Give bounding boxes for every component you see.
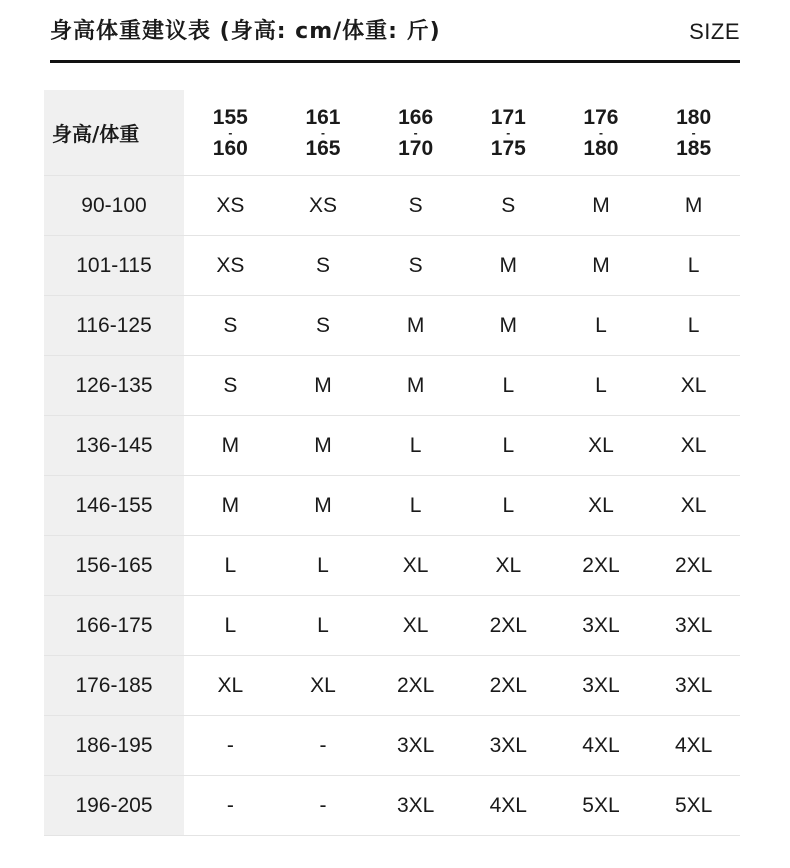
size-cell: L [462, 356, 555, 416]
table-row [44, 236, 740, 296]
table-row [44, 776, 740, 836]
table-row [44, 596, 740, 656]
height-range-max: 165 [305, 136, 341, 160]
height-range-max: 170 [398, 136, 434, 160]
size-cell: - [277, 716, 370, 776]
size-cell: L [555, 356, 648, 416]
size-cell: - [184, 776, 277, 836]
table-row [44, 416, 740, 476]
size-cell: 4XL [555, 716, 648, 776]
size-cell: - [184, 716, 277, 776]
height-column-header [647, 90, 740, 176]
height-range-separator: - [691, 125, 696, 140]
size-table-body [44, 176, 740, 836]
size-cell: 4XL [647, 716, 740, 776]
weight-range-cell: 116-125 [44, 296, 184, 356]
size-cell: 3XL [647, 656, 740, 716]
size-cell: XL [555, 476, 648, 536]
weight-range-cell: 90-100 [44, 176, 184, 236]
table-row [44, 536, 740, 596]
size-cell: L [462, 476, 555, 536]
weight-range-cell: 156-165 [44, 536, 184, 596]
height-range-separator: - [320, 125, 325, 140]
height-range-separator: - [506, 125, 511, 140]
size-cell: L [184, 536, 277, 596]
height-range-min: 180 [676, 105, 712, 129]
size-cell: S [369, 236, 462, 296]
weight-range-cell: 186-195 [44, 716, 184, 776]
size-cell: L [647, 236, 740, 296]
height-range-min: 166 [398, 105, 434, 129]
size-cell: XL [555, 416, 648, 476]
size-cell: XL [647, 476, 740, 536]
height-range-max: 175 [490, 136, 526, 160]
size-cell: M [462, 296, 555, 356]
size-cell: 3XL [369, 776, 462, 836]
size-cell: 2XL [462, 656, 555, 716]
size-cell: M [277, 416, 370, 476]
height-range-separator: - [228, 125, 233, 140]
size-cell: XL [277, 656, 370, 716]
weight-range-cell: 166-175 [44, 596, 184, 656]
size-cell: XL [647, 356, 740, 416]
height-column-header [369, 90, 462, 176]
height-range-min: 155 [212, 105, 248, 129]
size-cell: XS [184, 236, 277, 296]
size-cell: 5XL [555, 776, 648, 836]
size-cell: L [647, 296, 740, 356]
size-cell: 3XL [369, 716, 462, 776]
size-cell: XL [647, 416, 740, 476]
height-column-header [462, 90, 555, 176]
size-cell: L [369, 476, 462, 536]
size-cell: XS [277, 176, 370, 236]
size-cell: 3XL [555, 596, 648, 656]
height-column-header [555, 90, 648, 176]
page-title: 身高体重建议表 (身高: cm/体重: 斤) [50, 19, 441, 44]
chart-header [50, 14, 740, 50]
weight-range-cell: 101-115 [44, 236, 184, 296]
size-cell: XL [369, 596, 462, 656]
size-cell: 4XL [462, 776, 555, 836]
size-cell: S [369, 176, 462, 236]
height-range-min: 171 [490, 105, 526, 129]
size-cell: L [369, 416, 462, 476]
size-cell: 2XL [647, 536, 740, 596]
size-cell: 2XL [369, 656, 462, 716]
size-cell: M [555, 236, 648, 296]
size-cell: S [184, 356, 277, 416]
table-row [44, 176, 740, 236]
size-cell: 2XL [555, 536, 648, 596]
size-cell: 3XL [462, 716, 555, 776]
table-row [44, 296, 740, 356]
size-cell: M [184, 416, 277, 476]
height-range-min: 176 [583, 105, 619, 129]
size-cell: M [277, 476, 370, 536]
size-cell: - [277, 776, 370, 836]
size-cell: M [369, 296, 462, 356]
size-cell: L [277, 536, 370, 596]
height-range-max: 160 [212, 136, 248, 160]
table-row [44, 476, 740, 536]
size-cell: S [277, 236, 370, 296]
table-row [44, 716, 740, 776]
weight-range-cell: 126-135 [44, 356, 184, 416]
size-cell: M [555, 176, 648, 236]
size-cell: M [277, 356, 370, 416]
size-table [44, 90, 740, 836]
height-range-min: 161 [305, 105, 341, 129]
height-column-header [277, 90, 370, 176]
size-cell: 3XL [555, 656, 648, 716]
weight-range-cell: 176-185 [44, 656, 184, 716]
size-cell: M [647, 176, 740, 236]
size-cell: L [462, 416, 555, 476]
size-cell: S [462, 176, 555, 236]
weight-range-cell: 196-205 [44, 776, 184, 836]
height-range-separator: - [598, 125, 603, 140]
size-cell: M [184, 476, 277, 536]
corner-label: 身高/体重 [44, 90, 184, 176]
weight-range-cell: 146-155 [44, 476, 184, 536]
size-cell: XL [462, 536, 555, 596]
size-cell: XL [369, 536, 462, 596]
size-cell: M [462, 236, 555, 296]
size-cell: L [277, 596, 370, 656]
size-cell: S [184, 296, 277, 356]
header-divider [50, 60, 740, 63]
table-row [44, 656, 740, 716]
size-cell: 3XL [647, 596, 740, 656]
table-row [44, 356, 740, 416]
size-cell: XL [184, 656, 277, 716]
height-header-row [44, 90, 740, 176]
height-range-max: 180 [583, 136, 619, 160]
height-range-max: 185 [676, 136, 712, 160]
size-cell: L [555, 296, 648, 356]
size-tag: SIZE [689, 19, 740, 44]
height-range-separator: - [413, 125, 418, 140]
size-cell: L [184, 596, 277, 656]
height-column-header [184, 90, 277, 176]
size-cell: M [369, 356, 462, 416]
size-cell: XS [184, 176, 277, 236]
weight-range-cell: 136-145 [44, 416, 184, 476]
size-cell: 5XL [647, 776, 740, 836]
size-cell: 2XL [462, 596, 555, 656]
size-cell: S [277, 296, 370, 356]
